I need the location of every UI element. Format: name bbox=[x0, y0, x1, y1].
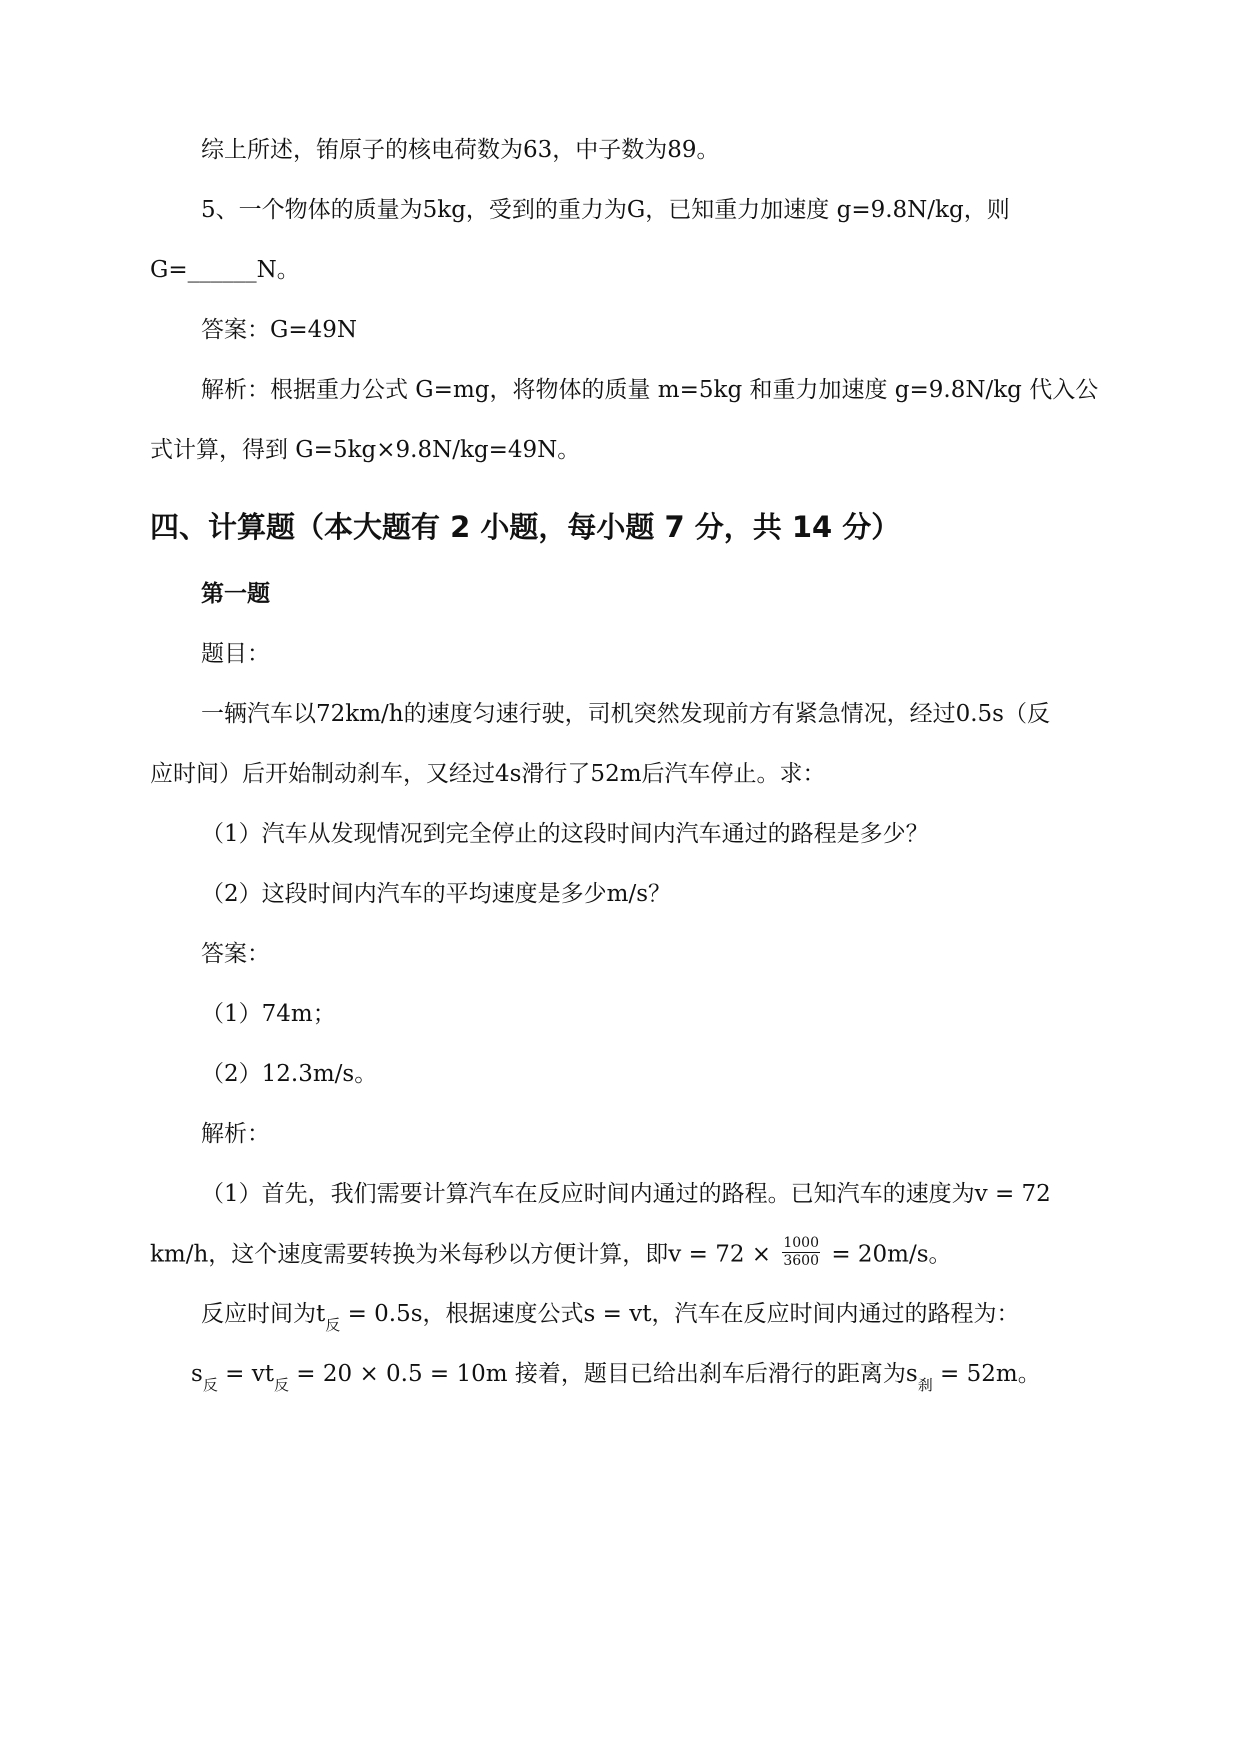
analysis-label: 解析： bbox=[201, 1121, 270, 1147]
analysis-text: km/h，这个速度需要转换为米每秒以方便计算，即v = 72 × bbox=[150, 1241, 772, 1268]
subscript: 反 bbox=[202, 1376, 218, 1394]
fraction-numerator: 1000 bbox=[783, 1235, 819, 1251]
analysis-paragraph-1-continued bbox=[150, 1235, 952, 1273]
subscript: 刹 bbox=[917, 1376, 933, 1394]
answer-2: （2）12.3m/s。 bbox=[201, 1061, 378, 1087]
subscript: 反 bbox=[273, 1376, 289, 1394]
analysis-text: = 20 × 0.5 = 10m 接着，题目已给出刹车后滑行的距离为s bbox=[288, 1361, 918, 1387]
analysis-paragraph-3 bbox=[191, 1358, 1041, 1392]
summary-line: 综上所述，铕原子的核电荷数为63，中子数为89。 bbox=[201, 137, 720, 163]
analysis-text: s bbox=[191, 1361, 203, 1387]
question-5-stem-continued: G=______N。 bbox=[150, 257, 300, 283]
analysis-paragraph-1: （1）首先，我们需要计算汽车在反应时间内通过的路程。已知汽车的速度为v = 72 bbox=[201, 1181, 1051, 1207]
problem-text-continued: 应时间）后开始制动刹车，又经过4s滑行了52m后汽车停止。求： bbox=[150, 761, 826, 787]
subscript: 反 bbox=[325, 1316, 341, 1334]
analysis-text: = 52m。 bbox=[932, 1361, 1041, 1387]
sub-question-1: （1）汽车从发现情况到完全停止的这段时间内汽车通过的路程是多少？ bbox=[201, 821, 929, 847]
analysis-paragraph-2 bbox=[201, 1298, 1019, 1332]
analysis-text: = 20m/s。 bbox=[831, 1241, 952, 1268]
problem-title: 第一题 bbox=[201, 581, 270, 607]
question-5-answer: 答案：G=49N bbox=[201, 317, 358, 343]
fraction-denominator: 3600 bbox=[783, 1253, 819, 1269]
sub-question-2: （2）这段时间内汽车的平均速度是多少m/s？ bbox=[201, 881, 671, 907]
fraction bbox=[782, 1235, 820, 1270]
question-5-analysis: 解析：根据重力公式 G=mg，将物体的质量 m=5kg 和重力加速度 g=9.8N/kg 代入公 bbox=[201, 377, 1099, 403]
question-5-analysis-continued: 式计算，得到 G=5kg×9.8N/kg=49N。 bbox=[150, 437, 581, 463]
answer-label: 答案： bbox=[201, 941, 270, 967]
question-5-stem: 5、一个物体的质量为5kg，受到的重力为G，已知重力加速度 g=9.8N/kg，则 bbox=[201, 197, 1010, 223]
problem-text: 一辆汽车以72km/h的速度匀速行驶，司机突然发现前方有紧急情况，经过0.5s（反 bbox=[201, 701, 1050, 727]
analysis-text: 反应时间为t bbox=[201, 1301, 326, 1327]
question-label: 题目： bbox=[201, 641, 270, 667]
answer-1: （1）74m； bbox=[201, 1001, 336, 1027]
analysis-text: = vt bbox=[217, 1361, 274, 1387]
analysis-text: = 0.5s，根据速度公式s = vt，汽车在反应时间内通过的路程为： bbox=[340, 1301, 1020, 1327]
section-heading: 四、计算题（本大题有 2 小题，每小题 7 分，共 14 分） bbox=[150, 510, 901, 544]
